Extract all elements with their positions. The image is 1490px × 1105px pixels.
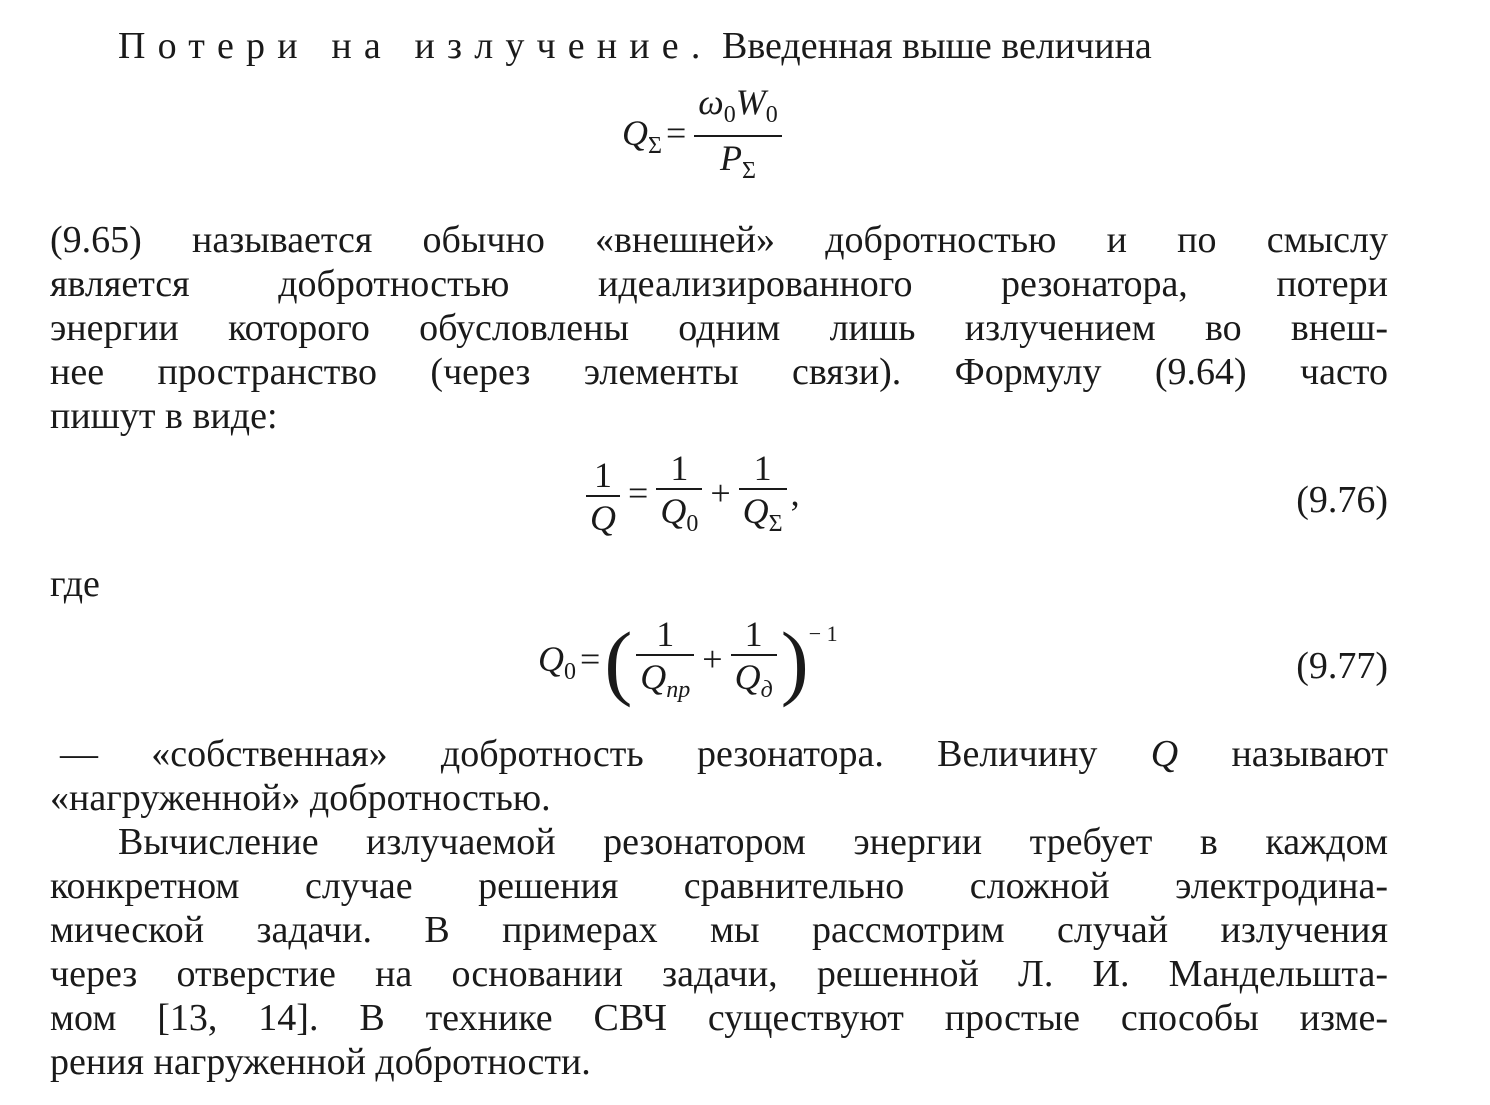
exponent-minus-one: − 1 bbox=[808, 620, 838, 646]
paragraph-2-line-2: «нагруженной» добротностью. bbox=[50, 777, 551, 819]
paragraph-3-line-5: мом [13, 14]. В технике СВЧ существуют простые способы изме- bbox=[50, 997, 1388, 1039]
variable-q: Q bbox=[1150, 733, 1179, 775]
paragraph-1-line-1: (9.65) называется обычно «внешней» добротностью и по смыслу bbox=[50, 219, 1388, 261]
heading-continuation: Введенная выше величина bbox=[721, 25, 1152, 67]
formula-lhs: $Q_\Sigma$ bbox=[622, 113, 662, 160]
equation-number-9-77: (9.77) bbox=[1296, 645, 1388, 687]
paragraph-1-line-3: энергии которого обусловлены одним лишь излучением во внеш- bbox=[50, 307, 1388, 349]
section-title: Потери на излучение. bbox=[118, 25, 713, 67]
equation-9-76: $\frac{1}{Q}$ = $\frac{1}{Q_0}$ + $\frac{1}{Q_\Sigma}$ , bbox=[582, 448, 800, 545]
paragraph-3-line-4: через отверстие на основании задачи, решенной Л. И. Мандельшта- bbox=[50, 953, 1388, 995]
paragraph-1-line-5: пишут в виде: bbox=[50, 395, 278, 437]
paragraph-3-line-1: Вычисление излучаемой резонатором энергии требует в каждом bbox=[118, 821, 1388, 863]
fraction-1-over-q0: $\frac{1}{Q_0}$ bbox=[656, 448, 702, 545]
paragraph-3-line-2: конкретном случае решения сравнительно сложной электродина- bbox=[50, 865, 1388, 907]
formula-q-sigma bbox=[622, 82, 786, 192]
equals-sign: = bbox=[665, 113, 687, 154]
paragraph-3-line-6: рения нагруженной добротности. bbox=[50, 1041, 591, 1083]
section-heading-line bbox=[118, 24, 1152, 68]
fraction-denominator: $P_\Sigma$ bbox=[720, 138, 756, 184]
paragraph-3-line-3: мической задачи. В примерах мы рассмотрим случай излучения bbox=[50, 909, 1388, 951]
paragraph-1-line-2: является добротностью идеализированного резонатора, потери bbox=[50, 263, 1388, 305]
paragraph-1-line-4: нее пространство (через элементы связи). Формулу (9.64) часто bbox=[50, 351, 1388, 393]
equation-number-9-76: (9.76) bbox=[1296, 479, 1388, 521]
fraction-1-over-q-sigma: $\frac{1}{Q_\Sigma}$ bbox=[739, 448, 787, 545]
equation-9-77: $Q_0$ =( $\frac{1}{Q_{пр}}$ + $\frac{1}{Q_д}$ )$^{- 1}$ bbox=[538, 614, 838, 711]
right-paren: ) bbox=[780, 615, 809, 709]
where-label: где bbox=[50, 563, 100, 605]
fraction-numerator: $\omega_0W_0$ bbox=[694, 82, 781, 137]
fraction-1-over-q-d: $\frac{1}{Q_д}$ bbox=[731, 614, 777, 711]
left-paren: ( bbox=[604, 615, 633, 709]
paragraph-2-line-1: — «собственная» добротность резонатора. Величину Q называют bbox=[60, 733, 1388, 775]
fraction-1-over-q: $\frac{1}{Q}$ bbox=[586, 455, 620, 539]
fraction-omega-w-over-p bbox=[694, 82, 781, 192]
fraction-1-over-q-pr: $\frac{1}{Q_{пр}}$ bbox=[636, 614, 694, 711]
